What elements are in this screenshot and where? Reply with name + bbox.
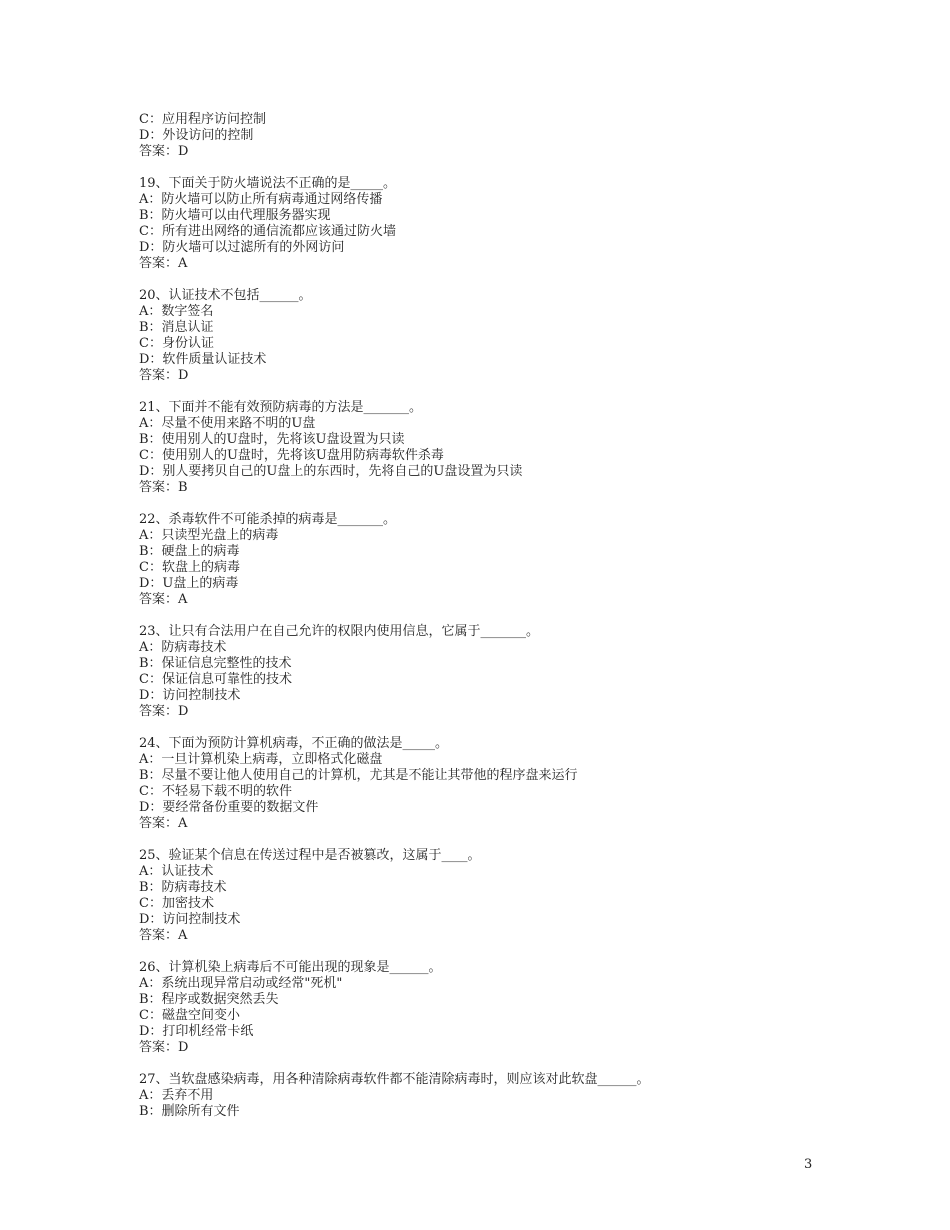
question-option: D：U盘上的病毒 [139, 576, 239, 591]
answer: 答案：A [139, 928, 188, 943]
question-option: C：不轻易下载不明的软件 [139, 784, 292, 799]
question-option: A：防病毒技术 [139, 640, 227, 655]
question-option: C：所有进出网络的通信流都应该通过防火墙 [139, 224, 396, 239]
answer: 答案：A [139, 816, 188, 831]
question-block [139, 400, 899, 496]
question-option: C：磁盘空间变小 [139, 1008, 240, 1023]
question-block [139, 512, 899, 608]
question-option: C：使用别人的U盘时，先将该U盘用防病毒软件杀毒 [139, 448, 444, 463]
question-option: C：身份认证 [139, 336, 214, 351]
question-option: B：防病毒技术 [139, 880, 227, 895]
question-option: A：防火墙可以防止所有病毒通过网络传播 [139, 192, 383, 207]
question-stem: 27、当软盘感染病毒，用各种清除病毒软件都不能清除病毒时，则应该对此软盘______。 [139, 1072, 650, 1087]
answer: 答案：A [139, 256, 188, 271]
question-option: B：防火墙可以由代理服务器实现 [139, 208, 331, 223]
question-option: A：丢弃不用 [139, 1088, 214, 1103]
question-list [139, 160, 899, 1120]
answer: 答案：A [139, 592, 188, 607]
question-option: B：硬盘上的病毒 [139, 544, 240, 559]
question-option: A：一旦计算机染上病毒，立即格式化磁盘 [139, 752, 383, 767]
question-option: A：数字签名 [139, 304, 214, 319]
question-option: A：系统出现异常启动或经常"死机" [139, 976, 343, 991]
answer: 答案：B [139, 480, 188, 495]
question-stem: 22、杀毒软件不可能杀掉的病毒是_______。 [139, 512, 397, 527]
question-block [139, 1072, 899, 1120]
question-stem: 20、认证技术不包括______。 [139, 288, 312, 303]
blank-line [139, 720, 899, 736]
document-body [139, 112, 899, 1120]
question-option: C：保证信息可靠性的技术 [139, 672, 292, 687]
question-option: D：访问控制技术 [139, 912, 241, 927]
question-option: A：认证技术 [139, 864, 214, 879]
question-option: D：访问控制技术 [139, 688, 241, 703]
page-number: 3 [804, 1157, 813, 1172]
question-stem: 24、下面为预防计算机病毒，不正确的做法是_____。 [139, 736, 449, 751]
question-option: B：尽量不要让他人使用自己的计算机，尤其是不能让其带他的程序盘来运行 [139, 768, 578, 783]
question-stem: 25、验证某个信息在传送过程中是否被篡改，这属于____。 [139, 848, 481, 863]
blank-line [139, 272, 899, 288]
question-option: B：删除所有文件 [139, 1104, 240, 1119]
blank-line [139, 832, 899, 848]
question-block [139, 176, 899, 272]
question-option: C：加密技术 [139, 896, 214, 911]
question-block [139, 960, 899, 1056]
question-stem: 23、让只有合法用户在自己允许的权限内使用信息，它属于_______。 [139, 624, 540, 639]
question-option: B：程序或数据突然丢失 [139, 992, 279, 1007]
question-option: B：使用别人的U盘时，先将该U盘设置为只读 [139, 432, 405, 447]
blank-line [139, 608, 899, 624]
answer: 答案：D [139, 704, 189, 719]
question-option: B：消息认证 [139, 320, 214, 335]
question-block [139, 736, 899, 832]
question-option: D：防火墙可以过滤所有的外网访问 [139, 240, 345, 255]
blank-line [139, 160, 899, 176]
carryover-question [139, 112, 899, 160]
answer: 答案：D [139, 368, 189, 383]
question-option: A：只读型光盘上的病毒 [139, 528, 279, 543]
answer: 答案：D [139, 144, 189, 159]
question-option: D：别人要拷贝自己的U盘上的东西时，先将自己的U盘设置为只读 [139, 464, 523, 479]
blank-line [139, 944, 899, 960]
question-option: D：软件质量认证技术 [139, 352, 267, 367]
question-block [139, 624, 899, 720]
question-option: D：要经常备份重要的数据文件 [139, 800, 319, 815]
question-stem: 19、下面关于防火墙说法不正确的是_____。 [139, 176, 397, 191]
question-option: C：软盘上的病毒 [139, 560, 240, 575]
answer: 答案：D [139, 1040, 189, 1055]
question-block [139, 848, 899, 944]
question-block [139, 288, 899, 384]
option-c: C：应用程序访问控制 [139, 112, 266, 127]
question-option: A：尽量不使用来路不明的U盘 [139, 416, 316, 431]
question-stem: 21、下面并不能有效预防病毒的方法是_______。 [139, 400, 423, 415]
question-stem: 26、计算机染上病毒后不可能出现的现象是______。 [139, 960, 442, 975]
blank-line [139, 496, 899, 512]
question-option: B：保证信息完整性的技术 [139, 656, 292, 671]
option-d: D：外设访问的控制 [139, 128, 254, 143]
blank-line [139, 1056, 899, 1072]
blank-line [139, 384, 899, 400]
question-option: D：打印机经常卡纸 [139, 1024, 254, 1039]
